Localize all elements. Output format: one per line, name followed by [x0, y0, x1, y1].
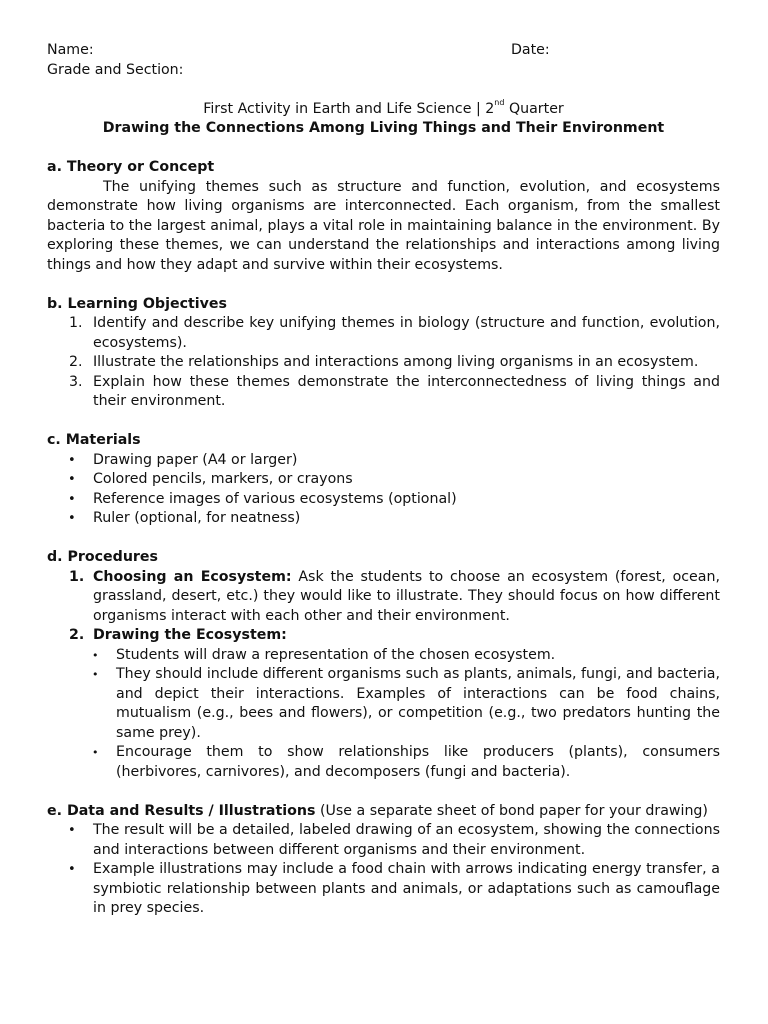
- list-number: 3.: [69, 373, 83, 390]
- document-content: [47, 41, 720, 919]
- objectives-list: [47, 314, 720, 412]
- list-item: [47, 490, 720, 510]
- activity-subtitle: Drawing the Connections Among Living Things and Their Environment: [102, 120, 665, 136]
- results-note: (Use a separate sheet of bond paper for your drawing): [315, 802, 708, 819]
- results-list: [47, 821, 720, 919]
- bullet-icon: •: [68, 862, 76, 877]
- bullet-icon: •: [92, 746, 99, 759]
- list-item-text: The result will be a detailed, labeled drawing of an ecosystem, showing the connections and interactions between different organisms and their environment.: [93, 822, 720, 858]
- list-number: 1.: [69, 568, 85, 585]
- list-item: [47, 451, 720, 471]
- bullet-icon: •: [68, 823, 76, 838]
- list-item: [47, 626, 720, 646]
- list-item-text: Ruler (optional, for neatness): [93, 510, 301, 526]
- list-item: [47, 665, 720, 743]
- list-item-text: Colored pencils, markers, or crayons: [93, 471, 353, 487]
- list-item-text: Explain how these themes demonstrate the interconnectedness of living things and their environment.: [93, 373, 720, 409]
- list-number: 1.: [69, 315, 83, 331]
- activity-title-prefix: First Activity in Earth and Life Science | 2: [203, 100, 495, 117]
- list-item-text: Encourage them to show relationships like producers (plants), consumers (herbivores, carnivores), and decomposers (fungi and bacteria).: [116, 744, 720, 780]
- theory-paragraph: The unifying themes such as structure and function, evolution, and ecosystems demonstrate how living organisms are interconnected. Each organism, from the smallest bacteria to the largest animal, plays a vital role in maintaining balance in the environment. By exploring these themes, we can understand the relationships and interactions among living things and how they adapt and survive within their ecosystems.: [47, 178, 720, 273]
- list-item: [47, 743, 720, 782]
- bullet-icon: •: [92, 648, 99, 662]
- name-date-row: [47, 41, 720, 61]
- list-number: 2.: [69, 627, 85, 643]
- drawing-steps-list: [47, 646, 720, 783]
- procedures-list: [47, 568, 720, 646]
- list-item-text: Reference images of various ecosystems (optional): [93, 490, 457, 507]
- list-item-text: Students will draw a representation of the chosen ecosystem.: [116, 646, 556, 663]
- grade-section-label: Grade and Section:: [47, 61, 184, 78]
- activity-title-suffix: Quarter: [504, 100, 564, 117]
- results-heading: e. Data and Results / Illustrations: [47, 802, 316, 819]
- step-title: Drawing the Ecosystem:: [93, 627, 287, 643]
- bullet-icon: •: [68, 491, 76, 507]
- date-label: Date:: [511, 42, 550, 58]
- objectives-heading: b. Learning Objectives: [47, 295, 227, 312]
- list-item-text: They should include different organisms such as plants, animals, fungi, and bacteria, and depict their interactions. Examples of interactions can be food chains, mutualism (e.g., bees and flowers), or competition (e.g., two predators hunting the same prey).: [116, 666, 720, 741]
- list-item: [47, 353, 720, 373]
- list-item-text: Example illustrations may include a food chain with arrows indicating energy transfer, a symbiotic relationship between plants and animals, or adaptations such as camouflage in prey species.: [93, 861, 720, 916]
- materials-list: [47, 451, 720, 529]
- activity-title: [47, 97, 720, 120]
- theory-heading: a. Theory or Concept: [47, 159, 215, 175]
- bullet-icon: •: [68, 472, 76, 487]
- list-item: [47, 470, 720, 490]
- list-item: [47, 860, 720, 919]
- bullet-icon: •: [92, 668, 99, 681]
- list-item: [47, 821, 720, 860]
- list-item-text: Drawing paper (A4 or larger): [93, 451, 298, 468]
- name-label: Name:: [47, 42, 94, 58]
- bullet-icon: •: [68, 511, 76, 526]
- step-text: Ask the students to choose an ecosystem (forest, ocean, grassland, desert, etc.) they would like to illustrate. They should focus on how different organisms interact with each other and their environment.: [93, 568, 720, 624]
- list-item-text: Illustrate the relationships and interactions among living organisms in an ecosystem.: [93, 354, 699, 370]
- step-title: Choosing an Ecosystem:: [93, 568, 292, 585]
- list-number: 2.: [69, 354, 83, 370]
- list-item: [47, 646, 720, 666]
- materials-heading: c. Materials: [47, 432, 141, 448]
- activity-title-superscript: nd: [494, 97, 505, 107]
- procedures-heading: d. Procedures: [47, 549, 158, 565]
- list-item: [47, 568, 720, 627]
- results-heading-line: [47, 802, 720, 822]
- list-item-text: Identify and describe key unifying themes in biology (structure and function, evolution, ecosystems).: [93, 315, 720, 351]
- list-item: [47, 373, 720, 412]
- bullet-icon: •: [68, 452, 76, 468]
- list-item: [47, 509, 720, 529]
- list-item: [47, 314, 720, 353]
